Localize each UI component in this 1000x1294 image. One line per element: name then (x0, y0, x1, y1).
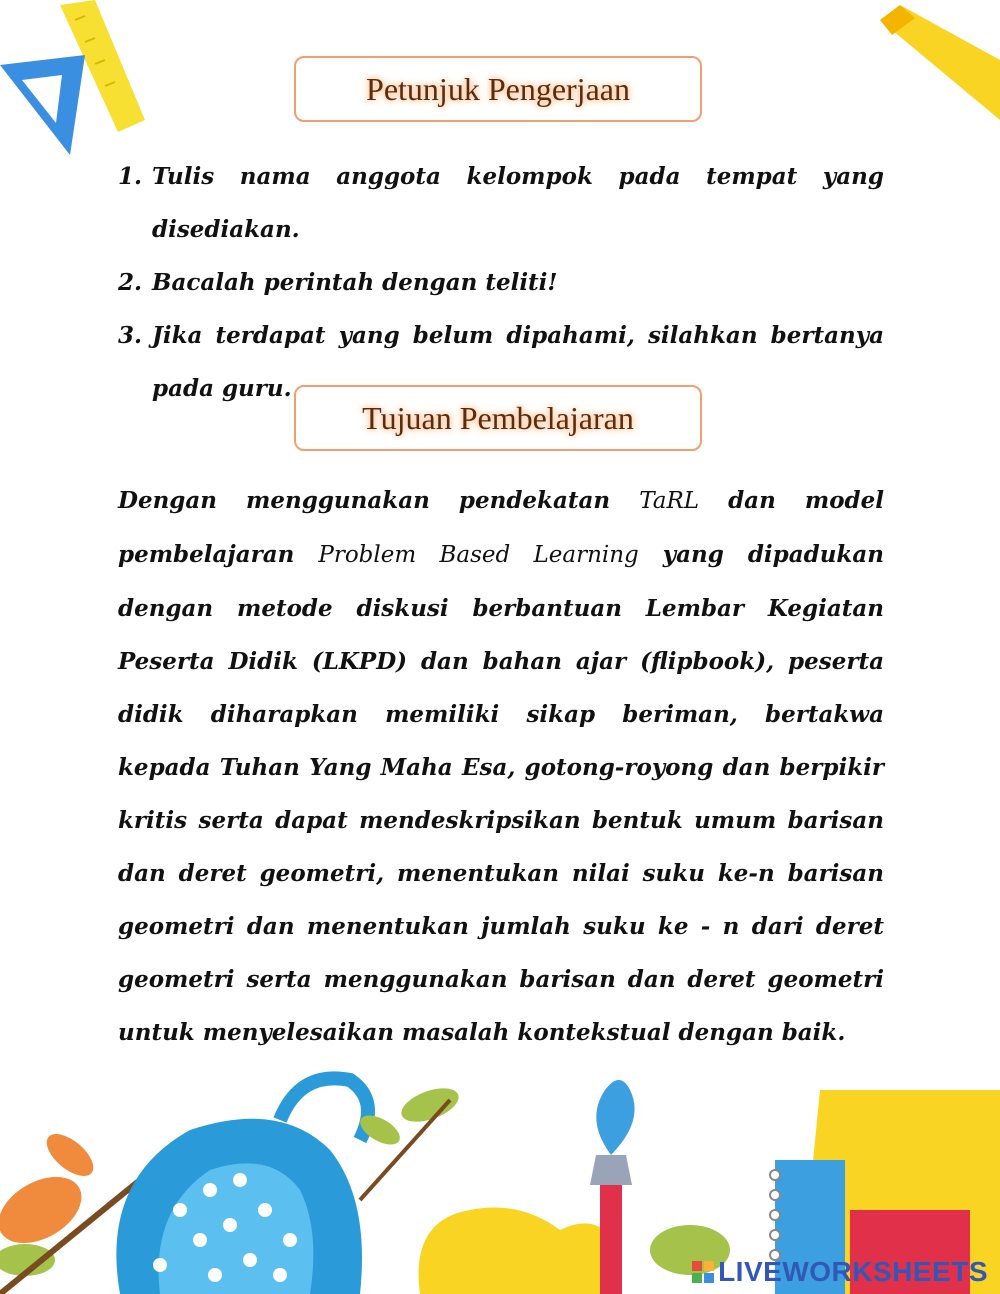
objective-text: ), peserta didik diharapkan memiliki sikap beriman, bertakwa kepada Tuhan Yang Maha Esa, gotong-royong dan berpikir kritis serta dapat mendeskripsikan bentuk umum barisan dan deret geometri, menentukan nilai suku ke-n barisan geometri dan menentukan jumlah suku ke - n dari deret geometri serta menggunakan barisan dan deret geometri untuk menyelesaikan masalah kontekstual dengan baik. (118, 648, 884, 1046)
liveworksheets-logo-icon (692, 1261, 714, 1283)
list-item-text: Bacalah perintah dengan teliti! (152, 269, 558, 296)
objectives-title: Tujuan Pembelajaran (362, 399, 634, 436)
objective-text: dan model pembelajaran (118, 487, 884, 568)
list-item (118, 150, 884, 256)
set-square-icon (0, 55, 100, 165)
list-item-number: 2. (118, 269, 143, 296)
list-item-number: 1. (118, 163, 143, 190)
pbl-term: Problem Based Learning (318, 542, 639, 568)
objective-paragraph (118, 474, 884, 1059)
instructions-title-box (294, 56, 702, 122)
instructions-title: Petunjuk Pengerjaan (366, 70, 630, 107)
highlighter-icon (880, 0, 1000, 130)
list-item-text: Jika terdapat yang belum dipahami, silahkan bertanya pada guru. (152, 322, 884, 402)
objectives-title-box (294, 385, 702, 451)
tarl-term: TaRL (639, 488, 700, 514)
objective-text: yang dipadukan dengan metode diskusi berbantuan Lembar Kegiatan Peserta Didik (LKPD) dan bahan ajar ( (118, 541, 884, 675)
liveworksheets-logo-text: LIVEWORKSHEETS (718, 1256, 988, 1287)
instructions-list (118, 150, 884, 415)
liveworksheets-logo[interactable] (692, 1256, 988, 1288)
list-item (118, 256, 884, 309)
flipbook-term: flipbook (650, 648, 756, 675)
list-item-text: Tulis nama anggota kelompok pada tempat yang disediakan. (152, 163, 884, 243)
list-item-number: 3. (118, 322, 143, 349)
objective-text: Dengan menggunakan pendekatan (118, 487, 640, 514)
